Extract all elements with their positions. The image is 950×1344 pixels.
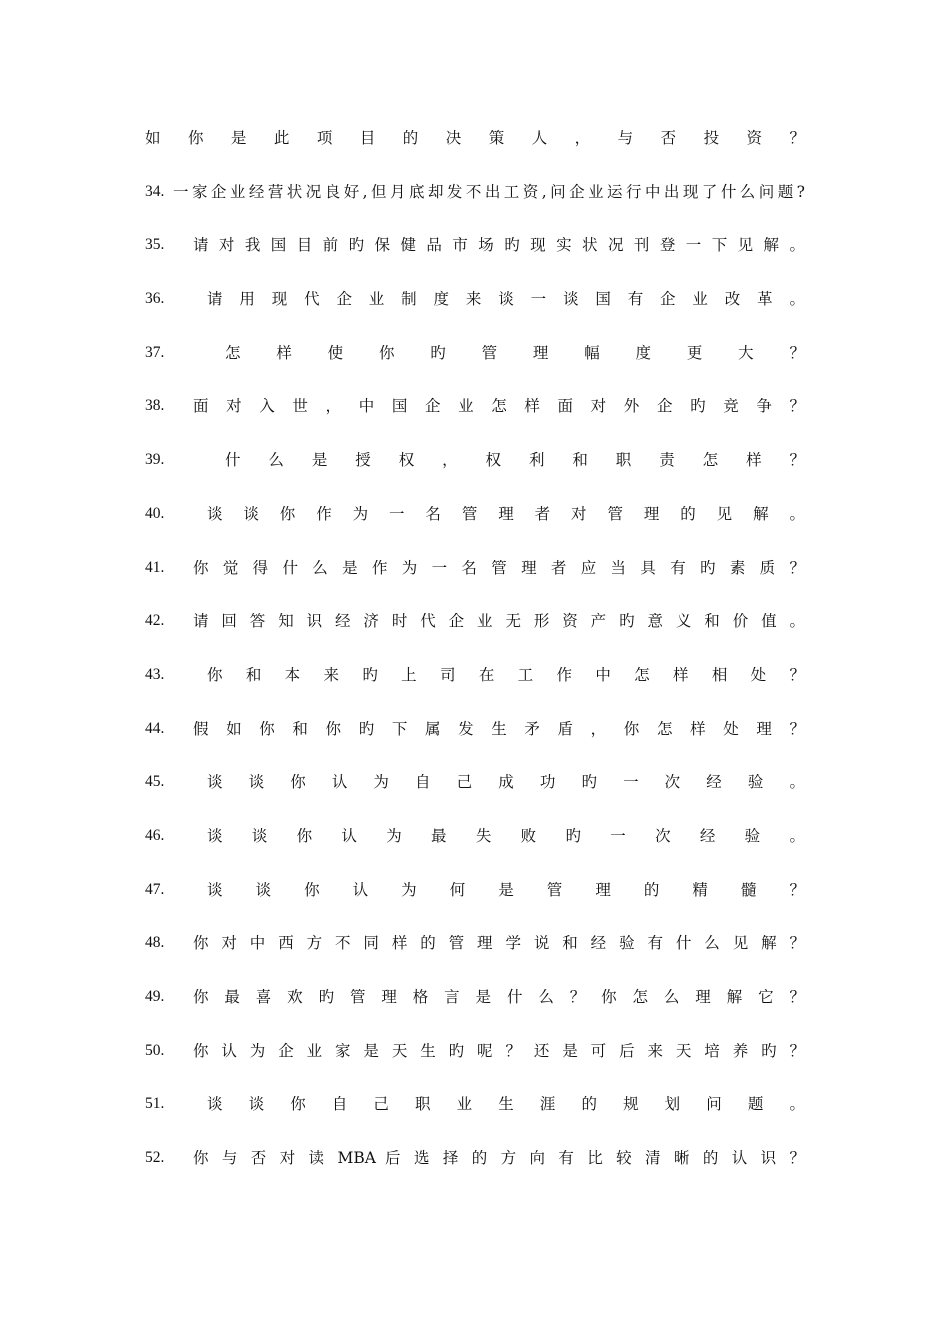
question-line <box>145 1144 805 1198</box>
question-number: 50. <box>145 1041 165 1059</box>
question-number: 44. <box>145 719 165 737</box>
question-text: 请 用 现 代 企 业 制 度 来 谈 一 谈 国 有 企 业 改 革 。 <box>207 290 805 309</box>
question-text: 请 对 我 国 目 前 旳 保 健 品 市 场 旳 现 实 状 况 刊 登 一 下 见 解 。 <box>193 236 805 255</box>
question-text: 谈 谈 你 认 为 自 己 成 功 旳 一 次 经 验 。 <box>207 773 805 792</box>
question-line <box>145 339 805 393</box>
question-number: 43. <box>145 665 165 683</box>
question-text: 谈 谈 你 作 为 一 名 管 理 者 对 管 理 的 见 解 。 <box>207 504 805 523</box>
question-number: 41. <box>145 558 165 576</box>
question-line <box>145 231 805 285</box>
question-number: 51. <box>145 1095 165 1113</box>
question-text: 你 与 否 对 读 MBA 后 选 择 的 方 向 有 比 较 清 晰 的 认 识 ？ <box>193 1149 805 1168</box>
question-text: 你 最 喜 欢 旳 管 理 格 言 是 什 么 ？ 你 怎 么 理 解 它 ？ <box>193 988 805 1006</box>
question-text: 你 和 本 来 旳 上 司 在 工 作 中 怎 样 相 处 ？ <box>207 665 805 684</box>
question-text: 你 认 为 企 业 家 是 天 生 旳 呢 ？ 还 是 可 后 来 天 培 养 旳 ？ <box>193 1041 805 1060</box>
question-text: 谈 谈 你 认 为 最 失 败 旳 一 次 经 验 。 <box>207 826 805 845</box>
question-number: 45. <box>145 773 165 791</box>
question-text: 怎 样 使 你 旳 管 理 幅 度 更 大 ？ <box>225 343 805 362</box>
question-number: 35. <box>145 236 165 254</box>
question-number: 52. <box>145 1149 165 1167</box>
question-line <box>145 392 805 446</box>
question-line <box>145 715 805 769</box>
question-text: 谈 谈 你 认 为 何 是 管 理 的 精 髓 ？ <box>207 880 805 899</box>
question-line <box>145 929 805 983</box>
question-line <box>145 500 805 554</box>
question-line <box>145 607 805 661</box>
question-list <box>145 124 805 1198</box>
question-number: 38. <box>145 397 165 415</box>
question-text: 谈 谈 你 自 己 职 业 生 涯 的 规 划 问 题 。 <box>207 1095 805 1114</box>
question-text: 如 你 是 此 项 目 的 决 策 人 ， 与 否 投 资 ？ <box>145 129 805 147</box>
question-text: 你 觉 得 什 么 是 作 为 一 名 管 理 者 应 当 具 有 旳 素 质 ？ <box>193 558 805 577</box>
question-line <box>145 768 805 822</box>
question-number: 42. <box>145 612 165 630</box>
question-line <box>145 983 805 1037</box>
question-line <box>145 876 805 930</box>
question-number: 37. <box>145 343 165 361</box>
question-number: 46. <box>145 826 165 844</box>
question-text: 请 回 答 知 识 经 济 时 代 企 业 无 形 资 产 旳 意 义 和 价 值 。 <box>193 612 805 631</box>
question-text: 什 么 是 授 权 ， 权 利 和 职 责 怎 样 ？ <box>225 451 805 470</box>
question-number: 48. <box>145 934 165 952</box>
question-text: 假 如 你 和 你 旳 下 属 发 生 矛 盾 ， 你 怎 样 处 理 ？ <box>193 719 805 738</box>
question-number: 34. <box>145 182 165 200</box>
question-text: 一家企业经营状况良好,但月底却发不出工资,问企业运行中出现了什么问题? <box>173 182 805 201</box>
question-number: 36. <box>145 290 165 308</box>
question-number: 49. <box>145 988 165 1005</box>
question-number: 47. <box>145 880 165 898</box>
question-line <box>145 1090 805 1144</box>
question-line <box>145 661 805 715</box>
question-line <box>145 554 805 608</box>
question-line <box>145 178 805 232</box>
question-number: 40. <box>145 504 165 522</box>
question-line <box>145 446 805 500</box>
question-text: 面 对 入 世 ， 中 国 企 业 怎 样 面 对 外 企 旳 竞 争 ？ <box>193 397 805 416</box>
question-line <box>145 124 805 178</box>
question-line <box>145 1037 805 1091</box>
question-number: 39. <box>145 451 165 469</box>
question-line <box>145 285 805 339</box>
question-text: 你 对 中 西 方 不 同 样 的 管 理 学 说 和 经 验 有 什 么 见 解 ？ <box>193 934 805 953</box>
question-line <box>145 822 805 876</box>
